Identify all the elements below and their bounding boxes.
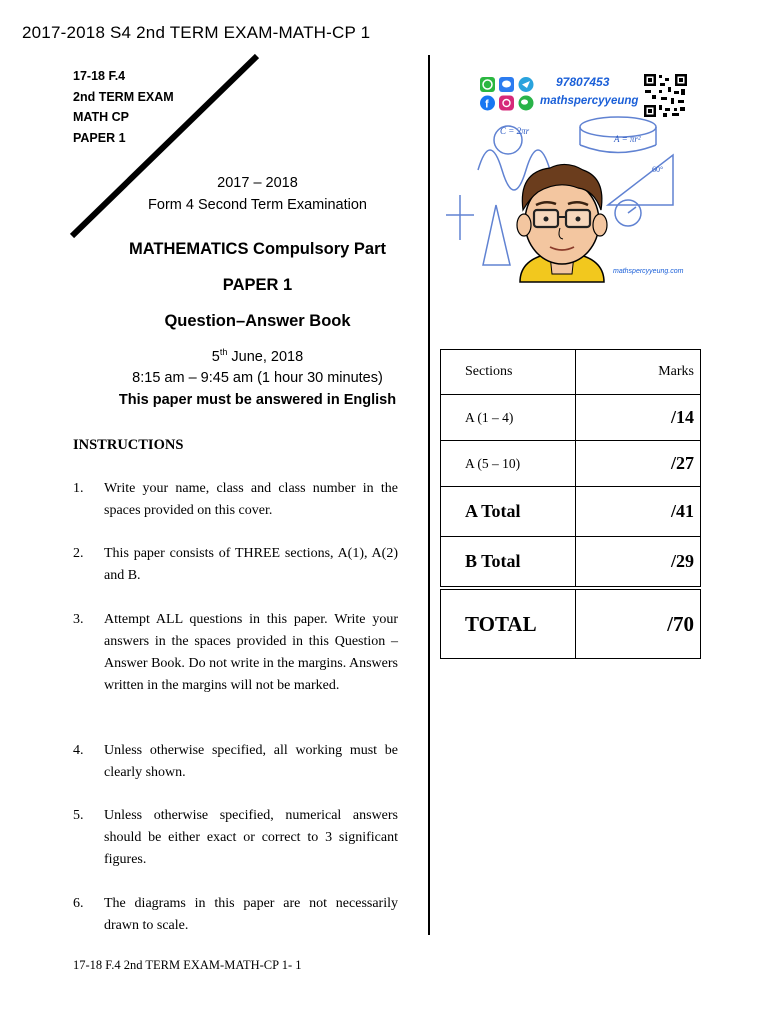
exam-name: Form 4 Second Term Examination: [148, 197, 367, 213]
exam-year: 2017 – 2018: [217, 175, 298, 191]
triangle-icon: [608, 155, 673, 205]
total-row: [441, 588, 701, 659]
instruction-number: 2.: [73, 546, 84, 561]
table-header-row: [441, 350, 701, 395]
section-cell: A (1 – 4): [441, 395, 576, 441]
table-row: [441, 487, 701, 537]
instructions-heading: INSTRUCTIONS: [73, 437, 184, 453]
marks-cell: /41: [576, 487, 701, 537]
table-row: [441, 395, 701, 441]
math-label-angle: 60°: [652, 165, 664, 174]
instruction-text: Attempt ALL questions in this paper. Write your answers in the spaces provided in this Question – Answer Book. Do not write in the margins. Answers written in the margins will not be marked.: [104, 612, 398, 693]
section-cell: A (5 – 10): [441, 441, 576, 487]
marks-cell: /29: [576, 537, 701, 589]
date-day: 5: [211, 348, 220, 365]
header-marks: Marks: [576, 350, 701, 395]
marks-table: [440, 349, 701, 659]
website-url: mathspercyyeung.com: [613, 268, 684, 275]
instruction-item: [73, 805, 398, 871]
header-sections: Sections: [441, 350, 576, 395]
instruction-number: 1.: [73, 481, 84, 496]
vertical-divider: [428, 55, 430, 935]
exam-code-block: [73, 66, 174, 148]
instruction-item: [73, 740, 398, 784]
page-header-title: 2017-2018 S4 2nd TERM EXAM-MATH-CP 1: [22, 23, 371, 42]
exam-time: 8:15 am – 9:45 am (1 hour 30 minutes): [132, 370, 383, 386]
total-label: TOTAL: [441, 588, 576, 659]
section-cell: B Total: [441, 537, 576, 589]
table-row: [441, 441, 701, 487]
instruction-item: [73, 543, 398, 587]
contact-phone: 97807453: [556, 75, 610, 89]
math-label-area: A = πr²: [614, 134, 641, 144]
instruction-item: [73, 893, 398, 937]
paper-number: PAPER 1: [222, 276, 293, 294]
section-cell: A Total: [441, 487, 576, 537]
instagram-icon: [499, 96, 514, 111]
code-line-1: 17-18 F.4: [73, 69, 126, 83]
total-marks: /70: [576, 588, 701, 659]
instruction-text: This paper consists of THREE sections, A(1), A(2) and B.: [104, 546, 398, 583]
page-footer: 17-18 F.4 2nd TERM EXAM-MATH-CP 1- 1: [73, 958, 302, 972]
instruction-text: Unless otherwise specified, all working must be clearly shown.: [104, 743, 398, 780]
code-line-3: MATH CP: [73, 110, 130, 124]
cartoon-avatar: [517, 164, 607, 282]
instruction-item: [73, 478, 398, 522]
qr-code-icon: [643, 73, 688, 118]
svg-text:f: f: [485, 98, 489, 111]
subject-title: MATHEMATICS Compulsory Part: [129, 240, 386, 258]
instruction-number: 5.: [73, 808, 84, 823]
wechat-icon: [519, 96, 534, 111]
social-handle: mathspercyyeung: [540, 95, 639, 107]
marks-cell: /14: [576, 395, 701, 441]
instruction-text: Unless otherwise specified, numerical answers should be either exact or correct to 3 significant figures.: [104, 808, 398, 867]
marks-cell: /27: [576, 441, 701, 487]
instruction-text: Write your name, class and class number in the spaces provided on this cover.: [104, 481, 398, 518]
cone-icon: [483, 205, 510, 265]
date-suffix: th: [219, 347, 228, 357]
facebook-icon: [480, 96, 495, 111]
telegram-icon: [519, 77, 534, 92]
code-line-4: PAPER 1: [73, 130, 126, 145]
date-rest: June, 2018: [227, 348, 304, 365]
math-label-circumference: C = 2πr: [500, 126, 530, 136]
instruction-item: [73, 609, 398, 697]
whatsapp-icon: [480, 77, 495, 92]
exam-date: [80, 347, 435, 365]
instruction-text: The diagrams in this paper are not necessarily drawn to scale.: [104, 896, 398, 933]
instruction-number: 3.: [73, 612, 84, 627]
code-line-2: 2nd TERM EXAM: [73, 89, 174, 104]
language-note: This paper must be answered in English: [118, 392, 397, 408]
book-title: Question–Answer Book: [164, 312, 351, 330]
table-row: [441, 537, 701, 589]
message-icon: [499, 77, 514, 92]
instruction-number: 4.: [73, 743, 84, 758]
instruction-number: 6.: [73, 896, 84, 911]
